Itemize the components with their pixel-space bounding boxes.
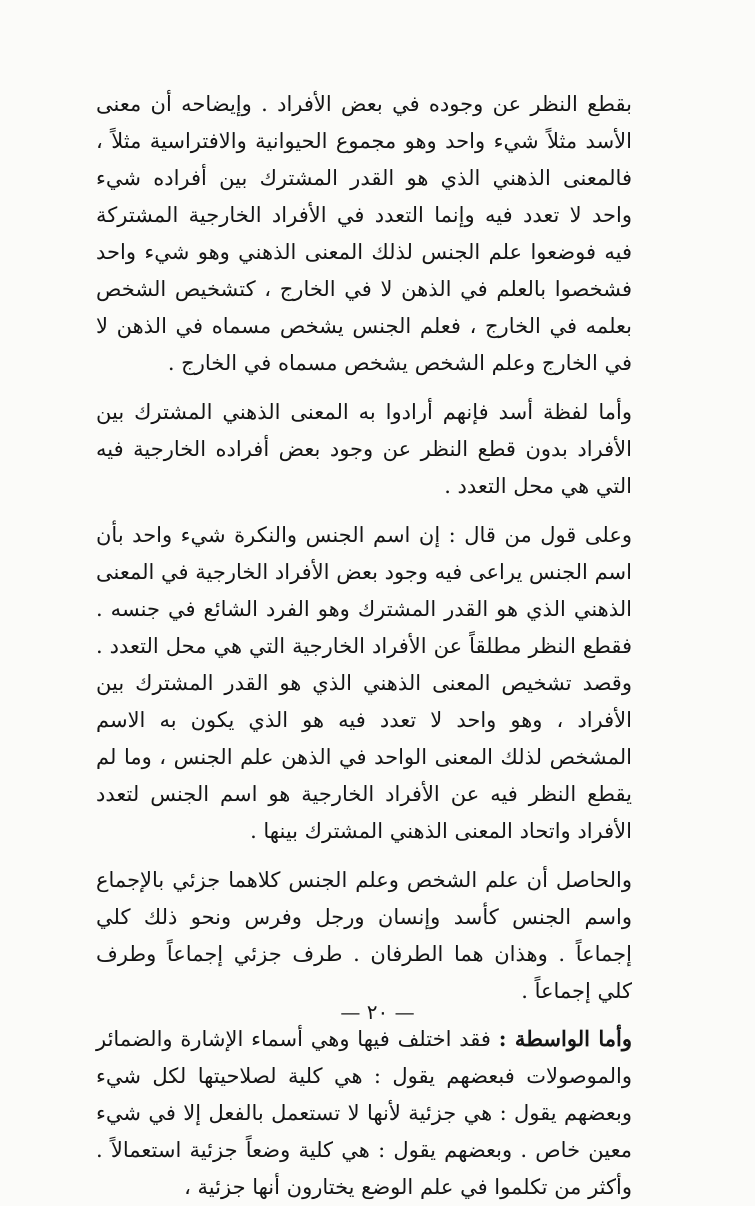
paragraph-1: بقطع النظر عن وجوده في بعض الأفراد . وإيضاحه أن معنى الأسد مثلاً شيء واحد وهو مجموع الحيوانية والافتراسية مثلاً ، فالمعنى الذهني الذي هو القدر المشترك بين أفراده شيء واحد لا تعدد فيه وإنما التعدد في الأفراد الخارجية المشتركة فيه فوضعوا علم الجنس لذلك المعنى الذهني وهو شيء واحد فشخصوا بالعلم في الذهن لا في الخارج ، كتشخيص الشخص بعلمه في الخارج ، فعلم الجنس يشخص مسماه في الذهن لا في الخارج وعلم الشخص يشخص مسماه في الخارج . bbox=[96, 92, 632, 375]
paragraph-5-lead: وأما الواسطة : bbox=[498, 1026, 632, 1051]
paragraph-5 bbox=[96, 1020, 632, 1206]
paragraph-2: وأما لفظة أسد فإنهم أرادوا به المعنى الذهني المشترك بين الأفراد بدون قطع النظر عن وجود بعض أفراده الخارجية فيه التي هي محل التعدد . bbox=[96, 400, 632, 498]
paragraph-5-text: فقد اختلف فيها وهي أسماء الإشارة والضمائر والموصولات فبعضهم يقول : هي كلية لصلاحيتها لكل شيء وبعضهم يقول : هي جزئية لأنها لا تستعمل بالفعل إلا في شيء معين خاص . وبعضهم يقول : هي كلية وضعاً جزئية استعمالاً . وأكثر من تكلموا في علم الوضع يختارون أنها جزئية ، bbox=[96, 1027, 632, 1199]
paragraph-4: والحاصل أن علم الشخص وعلم الجنس كلاهما جزئي بالإجماع واسم الجنس كأسد وإنسان ورجل وفرس ونحو ذلك كلي إجماعاً . وهذان هما الطرفان . طرف جزئي إجماعاً وطرف كلي إجماعاً . bbox=[96, 868, 632, 1003]
page-number: — ٢٠ — bbox=[340, 1000, 415, 1024]
paragraph-3: وعلى قول من قال : إن اسم الجنس والنكرة شيء واحد بأن اسم الجنس يراعى فيه وجود بعض الأفراد الخارجية في المعنى الذهني الذي هو القدر المشترك وهو الفرد الشائع في جنسه . فقطع النظر مطلقاً عن الأفراد الخارجية التي هي محل التعدد . وقصد تشخيص المعنى الذهني الذي هو القدر المشترك بين الأفراد ، وهو واحد لا تعدد فيه هو الذي يكون به الاسم المشخص لذلك المعنى الواحد في الذهن علم الجنس ، وما لم يقطع النظر فيه عن الأفراد الخارجية هو اسم الجنس لتعدد الأفراد واتحاد المعنى الذهني المشترك بينها . bbox=[96, 523, 632, 843]
